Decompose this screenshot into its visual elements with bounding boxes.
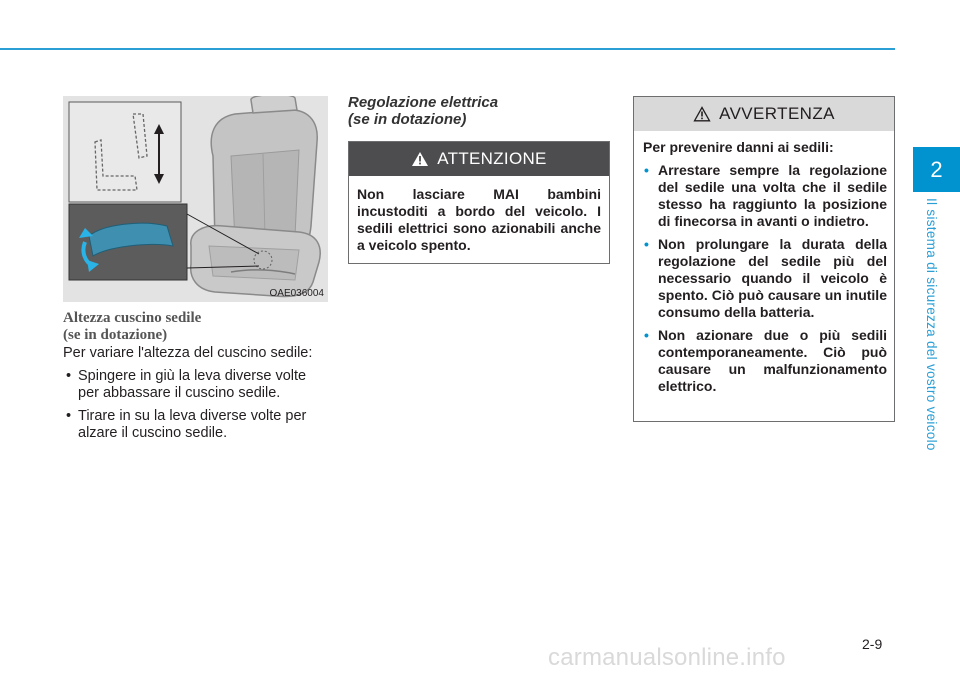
warning-header xyxy=(634,97,894,131)
list-item: • Arrestare sempre la regolazione del sedile una volta che il sedile stesso ha raggiunto la posizione di finecorsa in avanti o indietro. xyxy=(643,162,887,230)
instructions-list xyxy=(63,368,325,442)
warning-intro: Per prevenire danni ai sedili: xyxy=(643,139,834,155)
chapter-tab xyxy=(913,147,960,192)
seat-figure xyxy=(63,96,328,302)
top-rule xyxy=(0,48,895,50)
seat-height-heading xyxy=(63,310,328,344)
list-item: • Non azionare due o più sedili contemporaneamente. Ciò può causare un malfunzionamento elettrico. xyxy=(643,327,887,395)
figure-code: OAE036004 xyxy=(269,288,324,299)
power-adjust-heading xyxy=(348,94,608,128)
instructions-intro: Per variare l'altezza del cuscino sedile: xyxy=(63,345,313,361)
attention-header xyxy=(349,142,609,176)
warning-box xyxy=(633,96,895,422)
watermark: carmanualsonline.info xyxy=(548,644,786,671)
list-item: • Spingere in giù la leva diverse volte per abbassare il cuscino sedile. xyxy=(63,368,325,402)
page-number: 2-9 xyxy=(862,636,883,652)
power-adjust-heading-line2: (se in dotazione) xyxy=(348,111,467,128)
warning-title: AVVERTENZA xyxy=(719,104,835,123)
list-item: • Non prolungare la durata della regolazione del sedile più del necessario quando il veicolo è spento. Ciò può causare un inutile consumo della batteria. xyxy=(643,236,887,321)
warning-triangle-outline-icon xyxy=(693,106,711,122)
attention-title: ATTENZIONE xyxy=(437,149,547,168)
seat-illustration xyxy=(63,96,328,302)
list-item: • Tirare in su la leva diverse volte per alzare il cuscino sedile. xyxy=(63,408,325,442)
seat-height-instructions xyxy=(63,345,325,448)
chapter-title: Il sistema di sicurezza del vostro veicolo xyxy=(924,198,939,451)
warning-list xyxy=(643,162,887,395)
warning-triangle-icon xyxy=(411,151,429,167)
seat-height-heading-line2: (se in dotazione) xyxy=(63,327,168,343)
power-adjust-heading-line1: Regolazione elettrica xyxy=(348,94,499,111)
attention-box xyxy=(348,141,610,264)
attention-text: Non lasciare MAI bambini incustoditi a bordo del veicolo. I sedili elettrici sono azionabili anche a veicolo spento. xyxy=(357,186,601,253)
chapter-number: 2 xyxy=(930,156,943,182)
seat-height-heading-line1: Altezza cuscino sedile xyxy=(63,310,202,326)
warning-content xyxy=(634,131,894,395)
